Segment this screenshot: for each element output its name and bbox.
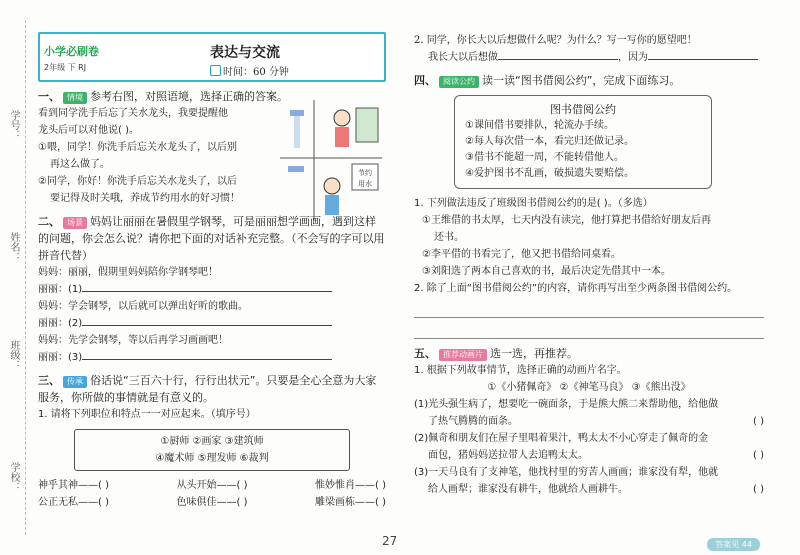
answer-paren[interactable]: ( ) <box>753 484 764 495</box>
binding-label-school: 学校： <box>8 462 19 492</box>
svg-text:用水: 用水 <box>358 180 372 188</box>
answer-reference: 答案见 44 <box>707 538 760 551</box>
page-number: 27 <box>382 534 398 548</box>
time-label: 时间：60 分钟 <box>210 63 289 78</box>
brand-label: 小学必刷卷 <box>44 45 99 58</box>
worksheet-header <box>38 32 386 82</box>
answer-paren[interactable]: ( ) <box>753 416 764 427</box>
faucet-illustration <box>280 100 382 220</box>
cut-line <box>25 20 26 535</box>
girl-icon <box>324 178 340 194</box>
answer-line[interactable]: 丽丽：(3) <box>38 349 386 366</box>
section-3: 三、 传承 俗话说“三百六十行，行行出状元”。只要是全心全意为大家服务，你所做的事情就是有意义的。 1. 请将下列职位和特点一一对应起来。（填序号） ①厨师 ②画家 ③建筑师 ④魔术师 ⑤理发师 ⑥裁判 神乎其神——( ) 从头开始——( ) 惟妙惟肖——( ) 公正无私——( ) 色味俱佳——( ) 雕梁画栋——( ) <box>38 372 386 511</box>
left-column <box>38 32 386 511</box>
answer-line[interactable] <box>414 299 764 318</box>
section-4: 四、 阅读公约 读一读“图书借阅公约”，完成下面练习。 图书借阅公约 ①课间借书要排队，轮流办手续。 ②每人每次借一本，看完归还做记录。 ③借书不能超一周，不能转借他人。 ④爱护图书不乱画，破损遗失要赔偿。 1. 下列做法违反了班级图书借阅公约的是( )。（多选） ①王维借的书太厚，七天内没有读完，他打算把书借给好朋友后再 还书。 ②李平借的书看完了，他又把书借给同桌看。 ③刘阳选了两本自己喜欢的书，最后决定先借其中一本。 2. 除了上面“图书借阅公约”的内容，请你再写出至少两条图书借阅公约。 <box>414 72 764 339</box>
binding-label-name: 姓名： <box>8 232 19 262</box>
binding-label-id: 学号： <box>8 110 19 140</box>
clock-icon <box>210 65 221 76</box>
right-column: 2. 同学，你长大以后想做什么呢？为什么？写一写你的愿望吧！ 我长大以后想做 ，因为 四、 阅读公约 读一读“图书借阅公约”，完成下面练习。 图书借阅公约 ①课间借书要排队，轮流办手续。 ②每人每次借一本，看完归还做记录。 ③借书不能超一周，不能转借他人。 ④爱护图书不乱画，破损遗失要赔偿。 1. 下列做法违反了班级图书借阅公约的是( )。（多选） ①王维借的书太厚，七天内没有读完，他打算把书借给好朋友后再 还书。 ②李平借的书看完了，他又把书借给同桌看。 ③刘阳选了两本自己喜欢的书，最后决定先借其中一本。 2. 除了上面“图书借阅公约”的内容，请你再写出至少两条图书借阅公约。 五、 推荐动画片 选一选，再推荐。 1. 根据下列故事情节，选择正确的动画片名字。 ①《小猪佩奇》 ②《神笔马良》 ③《熊出没》 (1)光头强生病了，想要吃一碗面条，于是熊大熊二来帮助他，给他做 了热气腾腾的面条。 ( ) (2)佩奇和朋友们在屋子里唱着果汁，鸭太太不小心穿走了佩奇的金 面包，猪妈妈送拉带人去追鸭太太。 ( ) (3)一天马良有了支神笔，他找村里的穷苦人画画；谁家没有犁，他就 给人画犁；谁家没有耕牛，他就给人画耕牛。 ( ) <box>414 32 764 498</box>
faucet-icon <box>290 110 304 116</box>
match-row-2: 公正无私——( ) 色味俱佳——( ) 雕梁画栋——( ) <box>38 497 386 508</box>
section-5: 五、 推荐动画片 选一选，再推荐。 1. 根据下列故事情节，选择正确的动画片名字。 ①《小猪佩奇》 ②《神笔马良》 ③《熊出没》 (1)光头强生病了，想要吃一碗面条，于是熊大熊二来帮助他，给他做 了热气腾腾的面条。 ( ) (2)佩奇和朋友们在屋子里唱着果汁，鸭太太不小心穿走了佩奇的金 面包，猪妈妈送拉带人去追鸭太太。 ( ) (3)一天马良有了支神笔，他找村里的穷苦人画画；谁家没有犁，他就 给人画犁；谁家没有耕牛，他就给人画耕牛。 ( ) <box>414 345 764 498</box>
library-rules-box: 图书借阅公约 ①课间借书要排队，轮流办手续。 ②每人每次借一本，看完归还做记录。 ③借书不能超一周，不能转借他人。 ④爱护图书不乱画，破损遗失要赔偿。 <box>454 95 712 189</box>
answer-line[interactable]: 丽丽：(2) <box>38 315 386 332</box>
binding-margin <box>0 0 34 555</box>
match-row-1: 神乎其神——( ) 从头开始——( ) 惟妙惟肖——( ) <box>38 480 386 491</box>
wish-answer-line[interactable]: 我长大以后想做 ，因为 <box>414 49 764 66</box>
job-options-box: ①厨师 ②画家 ③建筑师 ④魔术师 ⑤理发师 ⑥裁判 <box>74 429 350 471</box>
answer-line[interactable]: 丽丽：(1) <box>38 281 386 298</box>
section-2: 二、 场景 妈妈让丽丽在暑假里学钢琴，可是丽丽想学画画，遇到这样的问题，你会怎么说？请你把下面的对话补充完整。（不会写的字可以用拼音代替） 妈妈：丽丽，假期里妈妈陪你学钢琴吧！ 丽丽：(1) 妈妈：学会钢琴，以后就可以弹出好听的歌曲。 丽丽：(2) 妈妈：先学会钢琴，等以后再学习画画吧！ 丽丽：(3) <box>38 213 386 366</box>
grade-label: 2年级 下 RJ <box>44 63 87 72</box>
answer-paren[interactable]: ( ) <box>753 450 764 461</box>
section-tag: 情境 <box>63 92 87 104</box>
boy-icon <box>334 110 350 126</box>
section-1: 一、 情境 参考右图，对照语境，选择正确的答案。 看到同学洗手后忘了关水龙头，我要提醒他 龙头后可以对他说( )。 ①喂，同学！你洗手后忘关水龙头了，以后别 再这么做了。 ②同学，你好！你洗手后忘关水龙头了，以后 要记得及时关哦，养成节约用水的好习惯！ <box>38 90 288 204</box>
binding-label-class: 班级： <box>8 340 19 370</box>
page-title: 表达与交流 <box>210 45 280 61</box>
svg-text:节约: 节约 <box>358 169 372 177</box>
answer-line[interactable] <box>414 320 764 339</box>
